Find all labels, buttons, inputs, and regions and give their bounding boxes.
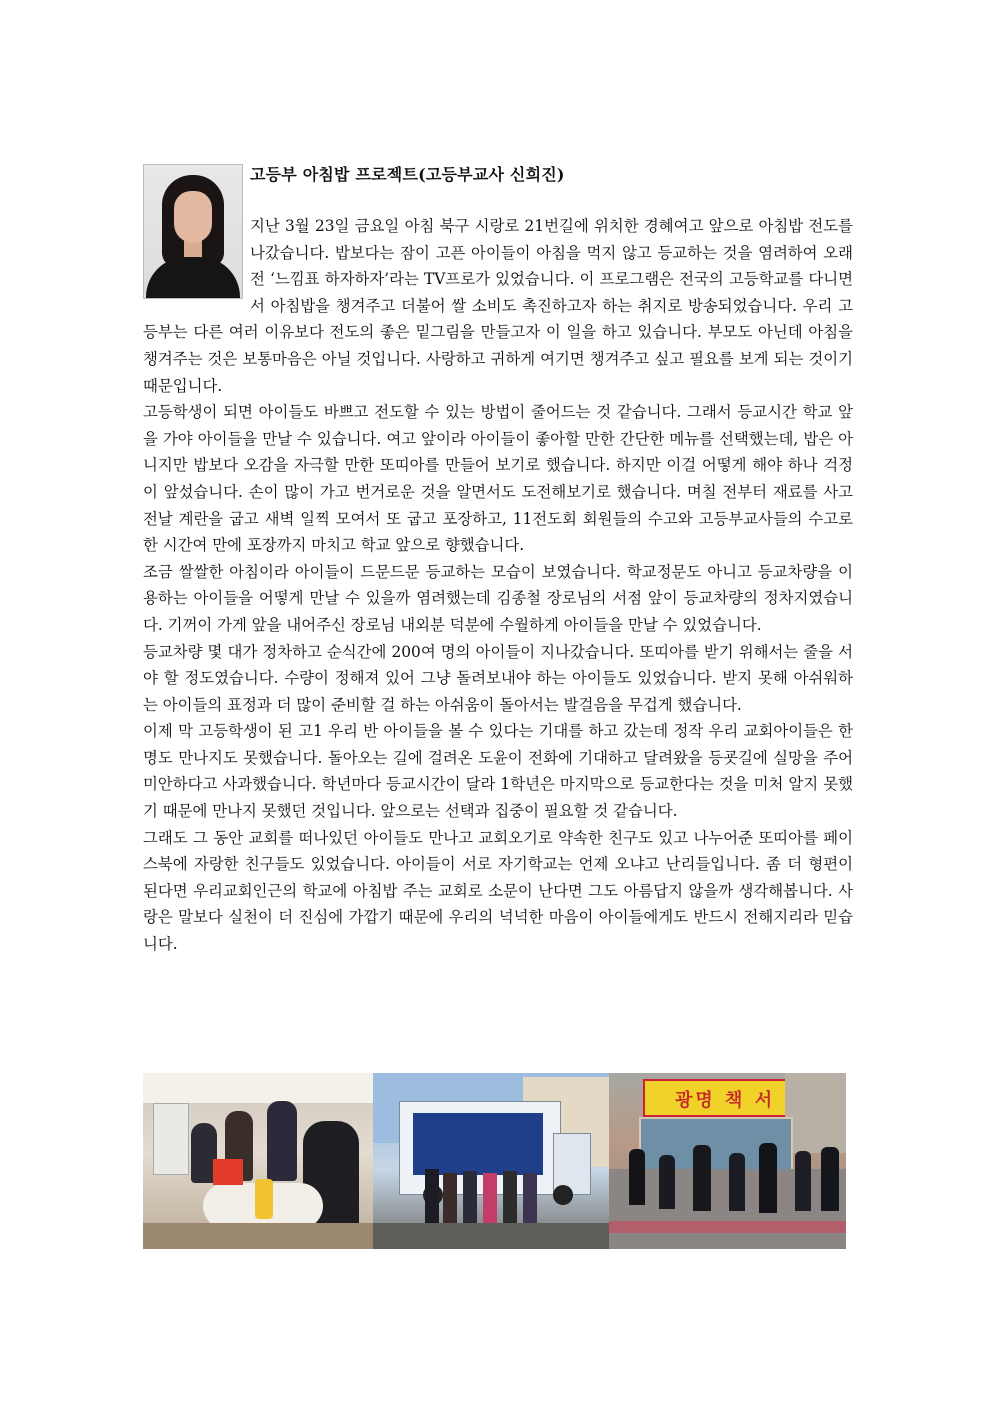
article-body — [143, 213, 853, 958]
photo-strip — [143, 1073, 846, 1249]
article-title: 고등부 아침밥 프로젝트(고등부교사 신희진) — [250, 165, 565, 184]
photo-bookstore-street — [609, 1073, 846, 1249]
portrait-wrap-spacer — [143, 213, 250, 293]
paragraph-1: 지난 3월 23일 금요일 아침 북구 시랑로 21번길에 위치한 경혜여고 앞으로 아침밥 전도를 나갔습니다. 밥보다는 잠이 고픈 아이들이 아침을 먹지 않고 등교하는 것을 염려하여 오래전 ‘느낌표 하자하자’라는 TV프로가 있었습니다. 이 프로그램은 전국의 고등학교를 다니면서 아침밥을 챙겨주고 더불어 쌀 소비도 촉진하고자 하는 취지로 방송되었습니다. 우리 고등부는 다른 여러 이유보다 전도의 좋은 밑그림을 만들고자 이 일을 하고 있습니다. 부모도 아닌데 아침을 챙겨주는 것은 보통마음은 아닐 것입니다. 사랑하고 귀하게 여기면 챙겨주고 싶고 필요를 보게 되는 것이기 때문입니다. — [143, 217, 853, 395]
paragraph-4: 등교차량 몇 대가 정차하고 순식간에 200여 명의 아이들이 지나갔습니다. 또띠아를 받기 위해서는 줄을 서야 할 정도였습니다. 수량이 정해져 있어 그냥 돌려보내야 하는 아이들도 있었습니다. 받지 못해 아쉬워하는 아이들의 표정과 더 많이 준비할 걸 하는 아쉬움이 돌아서는 발걸음을 무겁게 했습니다. — [143, 642, 853, 714]
bookstore-sign — [643, 1079, 787, 1117]
paragraph-2: 고등학생이 되면 아이들도 바쁘고 전도할 수 있는 방법이 줄어드는 것 같습니다. 그래서 등교시간 학교 앞을 가야 아이들을 만날 수 있습니다. 여고 앞이라 아이들이 좋아할 만한 간단한 메뉴를 선택했는데, 밥은 아니지만 밥보다 오감을 자극할 만한 또띠아를 만들어 보기로 했습니다. 하지만 이걸 어떻게 해야 하나 걱정이 앞섰습니다. 손이 많이 가고 번거로운 것을 알면서도 도전해보기로 했습니다. 며칠 전부터 재료를 사고 전날 계란을 굽고 새벽 일찍 모여서 또 굽고 포장하고, 11전도회 회원들의 수고와 고등부교사들의 수고로 한 시간여 만에 포장까지 마치고 학교 앞으로 향했습니다. — [143, 403, 853, 555]
paragraph-5: 이제 막 고등학생이 된 고1 우리 반 아이들을 볼 수 있다는 기대를 하고 갔는데 정작 우리 교회아이들은 한명도 만나지도 못했습니다. 돌아오는 길에 걸려온 도윤이 전화에 기대하고 달려왔을 등굣길에 실망을 주어 미안하다고 사과했습니다. 학년마다 등교시간이 달라 1학년은 마지막으로 등교한다는 것을 미처 알지 못했기 때문에 만나지 못했던 것입니다. 앞으로는 선택과 집중이 필요할 것 같습니다. — [143, 722, 853, 821]
paragraph-3: 조금 쌀쌀한 아침이라 아이들이 드문드문 등교하는 모습이 보였습니다. 학교정문도 아니고 등교차량을 이용하는 아이들을 어떻게 만날 수 있을까 염려했는데 김종철 장로님의 서점 앞이 등교차량의 정차지였습니다. 기꺼이 가게 앞을 내어주신 장로님 내외분 덕분에 수월하게 아이들을 만날 수 있었습니다. — [143, 562, 853, 634]
bookstore-sign-text: 광명 책 서 — [675, 1090, 776, 1111]
photo-mobile-truck — [373, 1073, 609, 1249]
photo-kitchen-preparation — [143, 1073, 373, 1249]
paragraph-6: 그래도 그 동안 교회를 떠나있던 아이들도 만나고 교회오기로 약속한 친구도 있고 나누어준 또띠아를 페이스북에 자랑한 친구들도 있었습니다. 아이들이 서로 자기학교는 언제 오냐고 난리들입니다. 좀 더 형편이 된다면 우리교회인근의 학교에 아침밥 주는 교회로 소문이 난다면 그도 아름답지 않을까 생각해봅니다. 사랑은 말보다 실천이 더 진심에 가깝기 때문에 우리의 넉넉한 마음이 아이들에게도 반드시 전해지리라 믿습니다. — [143, 828, 853, 954]
